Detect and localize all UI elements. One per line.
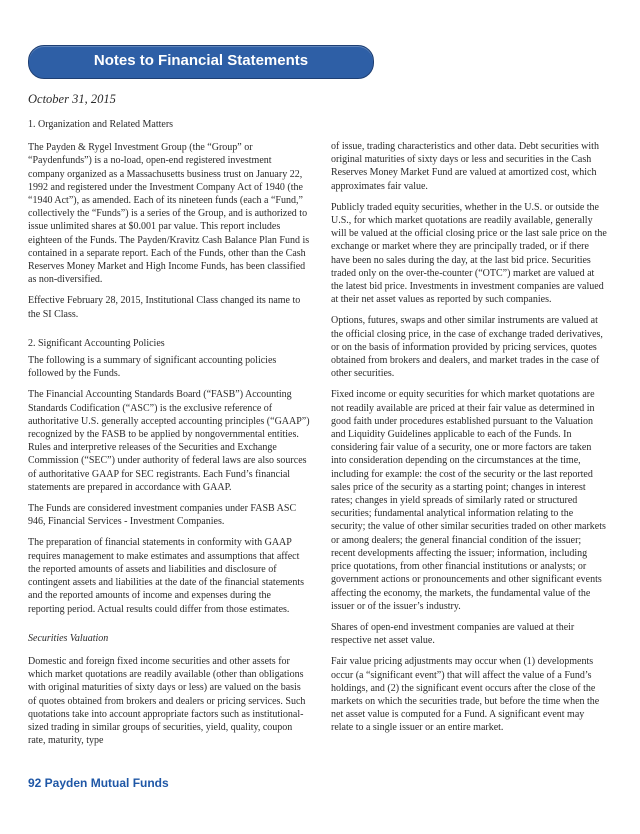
paragraph: The Payden & Rygel Investment Group (the “Group” or “Paydenfunds”) is a no-load, open-end registered investment company organized as a Massachusetts business trust on January 22, 1992 and registered under the Investment Company Act of 1940 (the “1940 Act”), as amended. Each of its nineteen funds (each a “Fund,” collectively the “Funds”) is a series of the Group, and is authorized to issue unlimited shares at $0.001 par value. This report includes eighteen of the Funds. The Payden/Kravitz Cash Balance Plan Fund is contained in a separate report. Each of the Funds, other than the Cash Reserves Money Market and High Income Funds, has been classified as non-diversified. xyxy=(28,142,310,286)
report-date: October 31, 2015 xyxy=(28,92,116,106)
left-column xyxy=(28,118,310,755)
paragraph: of issue, trading characteristics and other data. Debt securities with original maturities of sixty days or less and securities in the Cash Reserves Money Market Fund are valued at amortized cost, which approximates fair value. xyxy=(331,141,599,192)
page-title: Notes to Financial Statements xyxy=(93,52,309,69)
paragraph: The Financial Accounting Standards Board (“FASB”) Accounting Standards Codification (“ASC”) is the exclusive reference of authoritative U.S. generally accepted accounting principles (“GAAP”) recognized by the FASB to be applied by nongovernmental entities. Rules and interpretive releases of the Securities and Exchange Commission (“SEC”) under authority of federal laws are also sources of authoritative GAAP for SEC registrants. Each Fund’s financial statements are prepared in accordance with GAAP. xyxy=(28,389,310,493)
paragraph: Shares of open-end investment companies are valued at their respective net asset value. xyxy=(331,621,575,647)
paragraph: The Funds are considered investment companies under FASB ASC 946, Financial Services - Investment Companies. xyxy=(28,503,297,528)
paragraph: Publicly traded equity securities, whether in the U.S. or outside the U.S., for which market quotations are readily available, generally will be valued at the official closing price or the last sale price on the exchange or market where they are principally traded, or if there have been no sales during the day, at the last bid price. Securities traded only on the over-the-counter (“OTC”) market are valued at the latest bid price. Investments in investment companies are valued at their net asset values as reported by such companies. xyxy=(331,201,607,306)
paragraph: The preparation of financial statements in conformity with GAAP requires management to make estimates and assumptions that affect the reported amounts of assets and liabilities and disclosure of contingent assets and liabilities at the date of the financial statements and the reported amounts of income and expenses during the reporting period. Actual results could differ from those estimates. xyxy=(28,537,305,615)
paragraph: Options, futures, swaps and other similar instruments are valued at the official closing price, in the case of exchange traded derivatives, or on the basis of information provided by pricing services, quotes obtained from brokers and dealers, and market trades in the case of other securities. xyxy=(331,315,603,380)
section-banner xyxy=(28,45,374,79)
section-heading-organization: 1. Organization and Related Matters xyxy=(28,119,174,130)
right-column xyxy=(331,140,607,743)
paragraph: Fair value pricing adjustments may occur when (1) developments occur (a “significant event”) that will affect the value of a Fund’s holdings, and (2) the significant event occurs after the close of the markets on which the securities trade, but before the time when the net asset value is computed for a Fund. A significant event may relate to a single issuer or an entire market. xyxy=(331,656,600,734)
subheading-securities-valuation: Securities Valuation xyxy=(28,632,109,644)
page-footer: 92 Payden Mutual Funds xyxy=(28,776,169,790)
paragraph: Fixed income or equity securities for which market quotations are not readily available are priced at their fair value as determined in good faith under procedures established pursuant to the Valuation and Liquidity Guidelines applicable to each of the Funds. In considering fair value of a security, one or more factors are taken into consideration depending on the circumstances at the time, including for example: the cost of the security or the last reported sales price of the security as a starting point; changes in interest rates; changes in yield spreads of similarly rated or structured securities; fundamental analytical information relating to the security; the value of other similar securities traded on other markets or among dealers; the general financial condition of the issuer; recent developments affecting the issuer; information, including price quotations, from other financial institutions or analysts; or government actions or pronouncements and other significant events affecting the economy, the markets, the fundamental value of the issuer or of the issuer’s industry. xyxy=(331,389,606,612)
paragraph: The following is a summary of significant accounting policies followed by the Funds. xyxy=(28,355,277,380)
paragraph: Domestic and foreign fixed income securities and other assets for which market quotations are readily available (other than obligations with original maturities of sixty days or less) are valued on the basis of quotes obtained from brokers and dealers or pricing services. Such quotations take into account appropriate factors such as institutional-sized trading in similar groups of securities, yield, quality, coupon rate, maturity, type xyxy=(28,655,306,747)
paragraph: Effective February 28, 2015, Institutional Class changed its name to the SI Class. xyxy=(28,295,301,320)
section-heading-accounting-policies: 2. Significant Accounting Policies xyxy=(28,337,165,349)
